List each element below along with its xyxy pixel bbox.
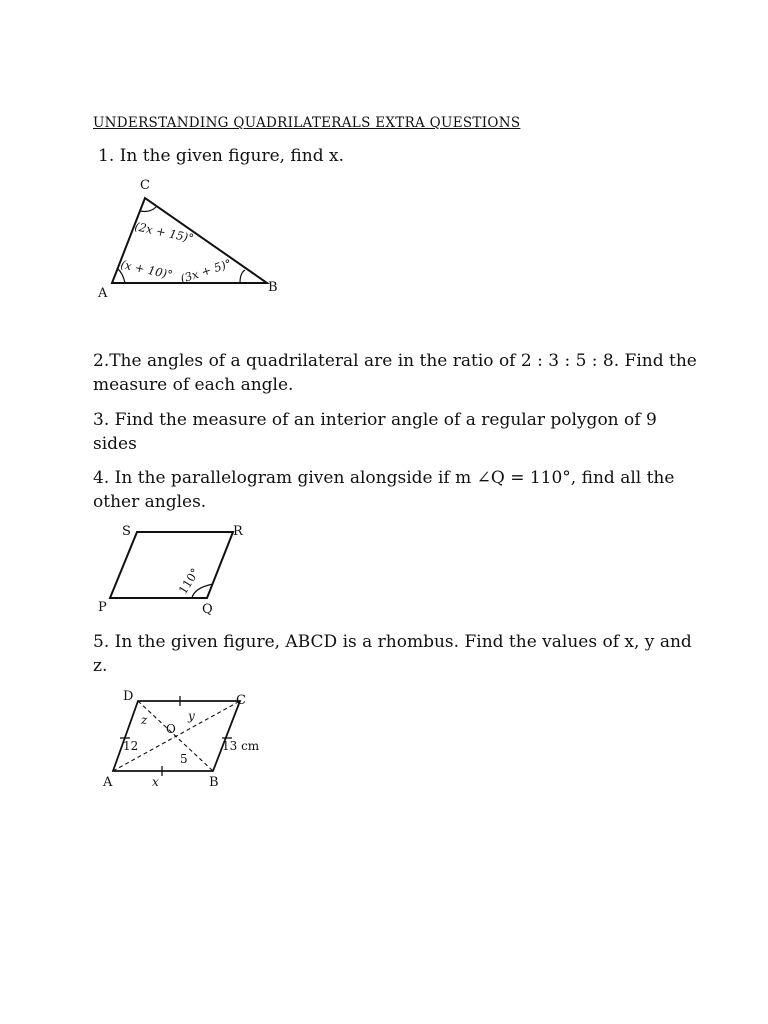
vertex-d: D xyxy=(123,689,134,704)
diagonal-bd xyxy=(138,701,213,771)
label-y: y xyxy=(188,709,195,723)
rhombus-figure xyxy=(100,683,275,793)
parallelogram-figure xyxy=(95,518,255,623)
vertex-q: Q xyxy=(202,602,213,617)
vertex-b: B xyxy=(268,280,278,295)
vertex-o: O xyxy=(166,722,176,736)
angle-label-b: (3x + 5)° xyxy=(178,256,234,286)
question-4-line-1: 4. In the parallelogram given alongside if m ∠Q = 110°, find all the xyxy=(93,468,675,488)
vertex-a: A xyxy=(103,775,113,790)
question-4-line-2: other angles. xyxy=(93,492,207,512)
angle-arc-b xyxy=(240,270,245,283)
label-side-ad: 12 xyxy=(123,739,139,753)
angle-label-q: 110° xyxy=(175,565,203,597)
question-3-line-2: sides xyxy=(93,434,137,454)
question-2-line-2: measure of each angle. xyxy=(93,375,294,395)
diagonal-ac xyxy=(113,701,240,771)
question-5-line-1: 5. In the given figure, ABCD is a rhombus. Find the values of x, y and xyxy=(93,632,692,652)
parallelogram-outline xyxy=(110,532,233,598)
angle-arc-c xyxy=(140,207,156,212)
label-z: z xyxy=(141,713,148,727)
vertex-c: C xyxy=(140,178,150,193)
vertex-r: R xyxy=(233,524,243,539)
label-ob: 5 xyxy=(180,752,188,766)
vertex-s: S xyxy=(122,524,131,539)
vertex-b: B xyxy=(209,775,219,790)
question-1-line-1: 1. In the given figure, find x. xyxy=(98,146,345,166)
vertex-a: A xyxy=(98,286,108,301)
triangle-figure xyxy=(90,175,300,305)
label-side-bc: 13 cm xyxy=(222,739,260,753)
question-3-line-1: 3. Find the measure of an interior angle of a regular polygon of 9 xyxy=(93,410,657,430)
angle-label-c: (2x + 15)° xyxy=(133,219,196,246)
vertex-c: C xyxy=(236,693,246,708)
angle-label-a: (x + 10)° xyxy=(119,257,174,282)
question-5-line-2: z. xyxy=(93,656,108,676)
question-2-line-1: 2.The angles of a quadrilateral are in the ratio of 2 : 3 : 5 : 8. Find the xyxy=(93,351,697,371)
label-x: x xyxy=(152,775,159,789)
vertex-p: P xyxy=(98,600,107,615)
page-title: UNDERSTANDING QUADRILATERALS EXTRA QUESTIONS xyxy=(93,115,521,131)
